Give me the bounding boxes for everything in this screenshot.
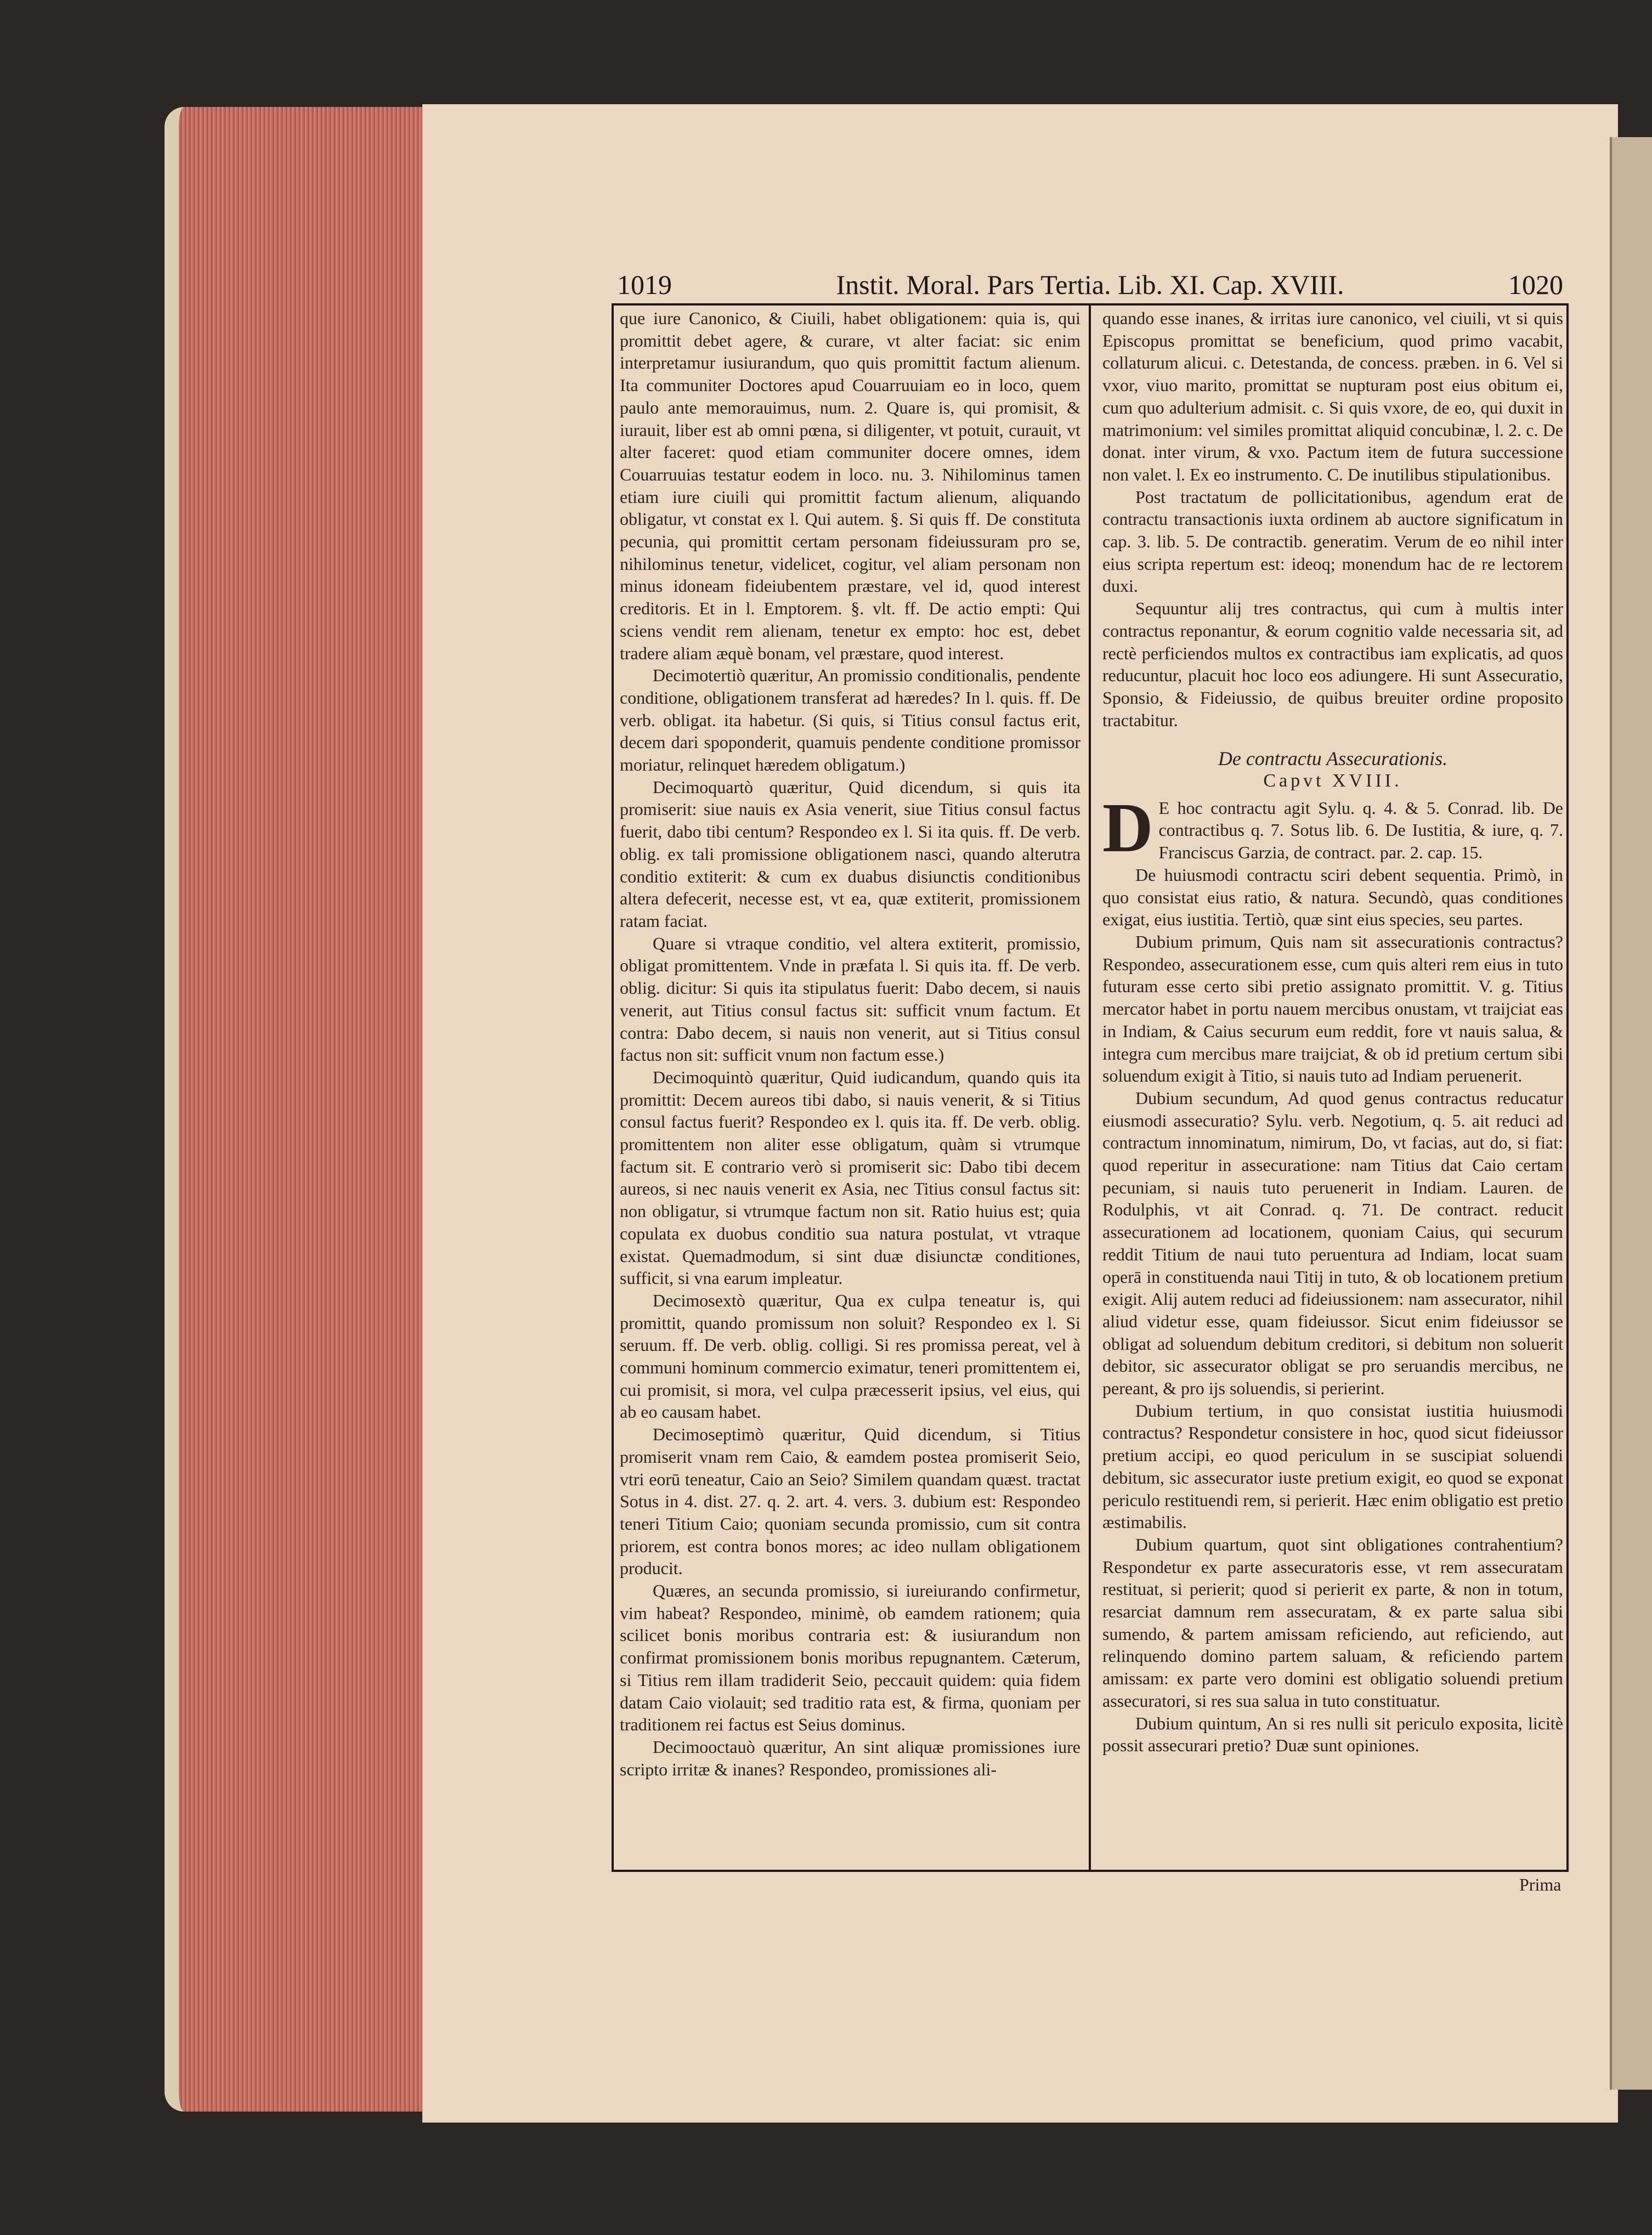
paragraph: Decimoseptimò quæritur, Quid dicendum, si Titius promiserit vnam rem Caio, & eamdem postea promiserit Seio, vtri eorū teneatur, Caio an Seio? Similem quandam quæst. tractat Sotus in 4. dist. 27. q. 2. art. 4. vers. 3. dubium est: Respondeo teneri Titium Caio; quoniam secunda promissio, cum sit contra priorem, est contra bonos mores; ac ideo nullam obligationem producit. <box>620 1424 1080 1578</box>
paragraph: Post tractatum de pollicitationibus, agendum erat de contractu transactionis iuxta ordinem ab auctore significatum in cap. 3. lib. 5. De contractib. generatim. Verum de eo nihil inter eius scripta repertum est: ideoq; monendum hac de re lectorem duxi. <box>1102 486 1563 596</box>
right-page-number: 1020 <box>1508 269 1563 300</box>
paragraph: Dubium tertium, in quo consistat iustitia huiusmodi contractus? Respondetur consistere in hoc, quod sicut fideiussor pretium accipi, eo quod periculum in se suscipiat soluendi debitum, sic assecurator iuste pretium exigit, eo quod se exponat periculo restituendi rem, si perierit. Hæc enim obligatio est pretio æstimabilis. <box>1102 1400 1563 1532</box>
chapter-first-paragraph <box>1102 788 1563 867</box>
paragraph: quando esse inanes, & irritas iure canonico, vel ciuili, vt si quis Episcopus promittat se beneficium, quod primo vacabit, collaturum alicui. c. Detestanda, de concess. præben. in 6. Vel si vxor, viuo marito, promittat se nupturam post eius obitum ei, cum quo adulterium admisit. c. Si quis vxore, de eo, qui duxit in matrimonium: vel similes promittat aliquid concubinæ, l. 2. c. De donat. inter virum, & vxo. Pactum item de futura successione non valet. l. Ex eo instrumento. C. De inutilibus stipulationibus. <box>1102 308 1563 484</box>
facing-page-edge <box>1610 137 1652 2090</box>
paragraph: Decimosextò quæritur, Qua ex culpa teneatur is, qui promittit, quando promissum non soluit? Respondeo ex l. Si seruum. ff. De verb. oblig. colligi. Si res promissa pereat, vel à communi hominum commercio eximatur, teneri promittentem ei, cui promisit, si mora, vel culpa præcesserit ipsius, vel eius, qui ab eo causam habet. <box>620 1290 1080 1422</box>
chapter-first-text: E hoc contractu agit Sylu. q. 4. & 5. Conrad. lib. De contractibus q. 7. Sotus lib. 6. De Iustitia, & iure, q. 7. Franciscus Garzia, de contract. par. 2. cap. 15. <box>1158 797 1563 863</box>
paragraph: Dubium quartum, quot sint obligationes contrahentium? Respondetur ex parte assecuratoris esse, vt rem assecuratam restituat, si perierit; quod si perierit ex parte, & non in totum, resarciat damnum rem assecuratam, & ex parte salua sibi sumendo, & partem amissam reficiendo, aut reficiendo, aut relinquendo domino partem saluam, & reficiendo partem amissam: ex parte vero domini est obligatio soluendi pretium assecuratori, si res sua salua in tuto constituatur. <box>1102 1534 1563 1711</box>
running-header <box>612 269 1569 302</box>
left-page-number: 1019 <box>617 269 672 300</box>
paragraph: Dubium primum, Quis nam sit assecurationis contractus? Respondeo, assecurationem esse, cum quis alteri rem eius in tuto futuram esse certo sibi pretio assignato promittit. V. g. Titius mercator habet in portu nauem mercibus onustam, vt traijciat eas in Indiam, & Caius securum eum reddit, fore vt nauis salua, & integra cum mercibus mare traijciat, & ob id pretium certum sibi soluendum exigit à Titio, si nauis tuto ad Indiam peruenerit. <box>1102 931 1563 1086</box>
section-title: De contractu Assecurationis. <box>1218 748 1448 770</box>
paragraph: Quæres, an secunda promissio, si iureiurando confirmetur, vim habeat? Respondeo, minimè, ob eamdem rationem; quia scilicet bonis moribus contraria est: & iusiurandum non confirmat promissionem bonis moribus repugnantem. Cæterum, si Titius rem illam tradiderit Seio, peccauit quidem: quia fidem datam Caio violauit; sed traditio rata est, & firma, quoniam per traditionem rei factus est Seius dominus. <box>620 1581 1080 1735</box>
right-column <box>1102 307 1563 1868</box>
chapter-heading: Capvt XVIII. <box>1263 771 1402 791</box>
catchword: Prima <box>1519 1875 1562 1894</box>
left-column <box>620 307 1080 1868</box>
paragraph: Quare si vtraque conditio, vel altera extiterit, promissio, obligat promittentem. Vnde in præfata l. Si quis ita. ff. De verb. oblig. dicitur: Si quis ita stipulatus fuerit: Dabo decem, si nauis venerit, aut Titius consul factus sit: sufficit vnum factum. Et contra: Dabo decem, si nauis non venerit, aut si Titius consul factus non sit: sufficit vnum non factum esse.) <box>620 933 1080 1065</box>
paragraph: Decimotertiò quæritur, An promissio conditionalis, pendente conditione, obligationem transferat ad hæredes? In l. quis. ff. De verb. obligat. ita habetur. (Si quis, si Titius consul factus erit, decem dari spoponderit, quamuis pendente conditione promissor moriatur, relinquet hæredem obligatum.) <box>620 665 1080 775</box>
paragraph: Decimooctauò quæritur, An sint aliquæ promissiones iure scripto irritæ & inanes? Respondeo, promissiones ali- <box>620 1737 1080 1779</box>
drop-cap: D <box>1102 788 1153 867</box>
paragraph: Dubium secundum, Ad quod genus contractus reducatur eiusmodi assecuratio? Sylu. verb. Negotium, q. 5. ait reduci ad contractum innominatum, nimirum, Do, vt facias, aut do, si fiat: quod reperitur in assecuratione: nam Titius dat Caio certam pecuniam, si nauis tuto peruenerit in Indiam. Lauren. de Rodulphis, vt ait Conrad. q. 71. De contract. reducit assecurationem ad locationem, quoniam Caius, qui securum reddit Titium de naui tuto peruentura ad Indiam, locat suam operā in constituenda naui Titij in tuto, & ob locationem pretium exigit. Alij autem reduci ad fideiussionem: nam assecurator, nihil aliud videtur esse, quam fideiussor. Sicut enim fideiussor se obligat ad soluendum debitum creditori, si debitum non soluerit debitor, sic assecurator obligat se pro seruandis mercibus, ne pereant, & pro ijs soluendis, si perierint. <box>1102 1088 1563 1399</box>
column-rule <box>1089 303 1091 1872</box>
paragraph: Dubium quintum, An si res nulli sit periculo exposita, licitè possit assecurari pretio? Duæ sunt opiniones. <box>1102 1713 1563 1756</box>
book-page-edge <box>165 107 437 2112</box>
running-title: Instit. Moral. Pars Tertia. Lib. XI. Cap. XVIII. <box>836 269 1344 300</box>
paragraph: Decimoquartò quæritur, Quid dicendum, si quis ita promiserit: siue nauis ex Asia venerit, siue Titius consul factus fuerit, dabo tibi centum? Respondeo ex l. Si ita quis. ff. De verb. oblig. ex tali promissione obligationem nasci, quando alterutra conditio extiterit: & cum ex duabus disiunctis conditionibus altera defecerit, necesse est, vt ea, quæ extiterit, promissionem ratam faciat. <box>620 777 1080 931</box>
paragraph: Decimoquintò quæritur, Quid iudicandum, quando quis ita promittit: Decem aureos tibi dabo, si nauis venerit, & si Titius consul factus fuerit? Respondeo ex l. quis ita. ff. De verb. oblig. promittentem non aliter esse obligatum, quàm si vtrumque factum sit. E contrario verò si promiserit sic: Dabo tibi decem aureos, si nec nauis venerit ex Asia, nec Titius consul factus sit: non obligatur, si vtrumque factum non sit. Ratio huius est; quia copulata ex duobus conditio sua natura postulat, vt vtraque existat. Quemadmodum, si sint duæ disiunctæ conditiones, sufficit, si vna earum impleatur. <box>620 1067 1080 1288</box>
paragraph: que iure Canonico, & Ciuili, habet obligationem: quia is, qui promittit debet agere, & curare, vt alter faciat: sic enim interpretamur iusiurandum, quo quis promittit factum alienum. Ita communiter Doctores apud Couarruuiam eo in loco, quem paulo ante memorauimus, num. 2. Quare is, qui promisit, & iurauit, liber est ab omni pœna, si diligenter, vt potuit, curauit, vt alter faceret: quod etiam communiter docere omnes, idem Couarruuias testatur eodem in loco. nu. 3. Nihilominus tamen etiam iure ciuili qui promittit factum alienum, aliquando obligatur, vt constat ex l. Qui autem. §. Si quis ff. De constituta pecunia, qui promittit certam personam fideiussuram pro se, nihilominus tenetur, videlicet, cogitur, vel aliam personam non minus idoneam fideiubentem præstare, vel id, quod interest creditoris. Et in l. Emptorem. §. vlt. ff. De actio empti: Qui sciens vendit rem alienam, tenetur ex empto: hoc est, debet tradere aliam æquè bonam, vel præstare, quod interest. <box>620 308 1080 663</box>
paragraph: Sequuntur alij tres contractus, qui cum à multis inter contractus reponantur, & eorum cognitio valde necessaria sit, ad rectè perficiendos multos ex contractibus iam explicatis, ad quos reducuntur, placuit hoc loco eos adiungere. Hi sunt Assecuratio, Sponsio, & Fideiussio, de quibus breuiter ordine proposito tractabitur. <box>1102 598 1563 730</box>
paragraph: De huiusmodi contractu sciri debent sequentia. Primò, in quo consistat eius ratio, & natura. Secundò, quas conditiones exigat, eius iustitia. Tertiò, quæ sint eius species, seu partes. <box>1102 864 1563 930</box>
